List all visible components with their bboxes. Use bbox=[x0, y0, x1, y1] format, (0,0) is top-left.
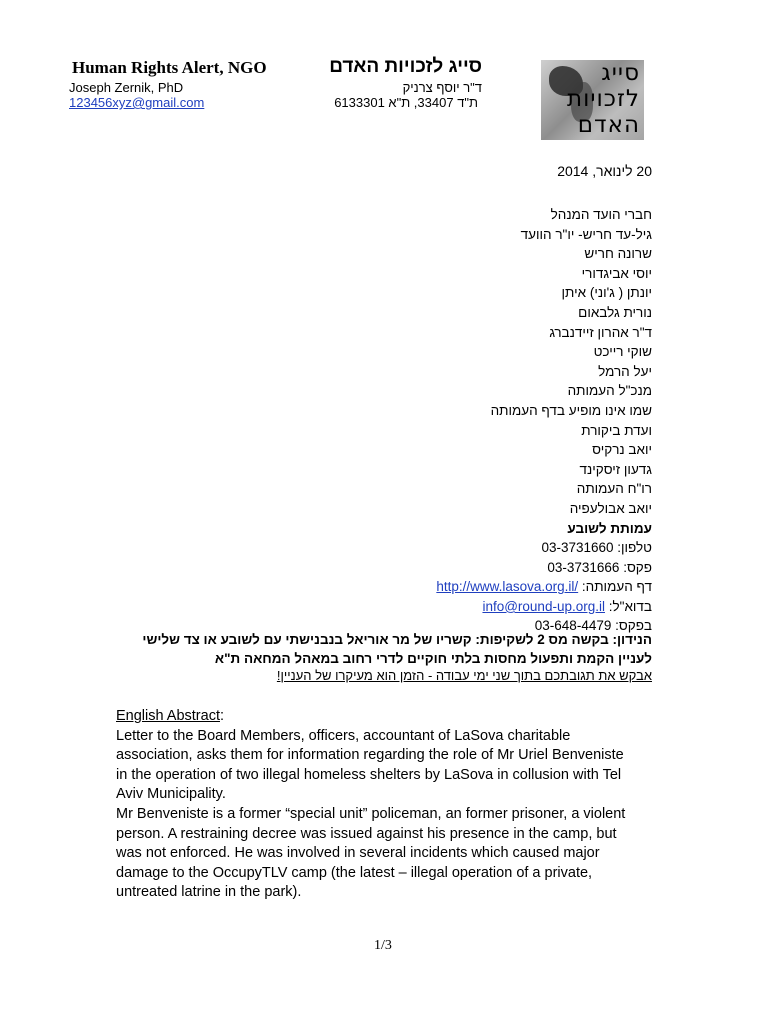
contact-phone-value: 03-3731660 bbox=[541, 540, 614, 556]
page-number: 1/3 bbox=[374, 938, 392, 953]
header-address: ת"ד 33407, ת"א 6133301 bbox=[334, 95, 478, 110]
contact-website-link[interactable]: http://www.lasova.org.il/ bbox=[436, 579, 579, 595]
recipient-line: רו"ח העמותה bbox=[576, 481, 652, 497]
recipient-line: שוקי רייכט bbox=[593, 344, 652, 360]
contact-fax-label: פקס: bbox=[623, 559, 652, 575]
recipient-line: ד"ר אהרון זיידנברג bbox=[549, 324, 652, 340]
contact-email-label: בדוא"ל: bbox=[608, 598, 652, 614]
abstract-heading: English Abstract bbox=[116, 708, 220, 724]
org-name-english: Human Rights Alert, NGO bbox=[72, 58, 267, 77]
subject-line-2: לעניין הקמת ותפעול מחסות בלתי חוקיים לדרי רחוב במאהל המחאה ת"א bbox=[214, 651, 652, 666]
abstract-paragraph-2: Mr Benveniste is a former “special unit” policeman, an former prisoner, a violent person. A restraining decree was issued against his presence in the camp, but was not enforced. He was involved in several incidents which caused major damage to the OccupyTLV camp (the latest – illegal operation of a private, untreated latrine in the park). bbox=[116, 805, 626, 901]
contact-fax2-value: 03-648-4479 bbox=[534, 618, 612, 634]
author-name-english: Joseph Zernik, PhD bbox=[69, 80, 184, 95]
recipient-organization: עמותת לשובע bbox=[567, 520, 652, 536]
recipient-line: יונתן ( ג'וני) איתן bbox=[561, 285, 652, 301]
letter-date: 20 לינואר, 2014 bbox=[557, 163, 652, 179]
recipient-line: גדעון זיסקינד bbox=[579, 461, 652, 477]
contact-email-link[interactable]: info@round-up.org.il bbox=[482, 598, 605, 614]
contact-website-label: דף העמותה: bbox=[581, 579, 652, 595]
contact-fax-value: 03-3731666 bbox=[547, 559, 620, 575]
recipient-line: גיל-עד חריש- יו"ר הוועד bbox=[520, 226, 652, 242]
abstract-paragraph-1: Letter to the Board Members, officers, accountant of LaSova charitable association, asks them for information regarding the role of Mr Uriel Benveniste in the operation of two illegal homeless shelters by LaSova in collusion with Tel Aviv Municipality. bbox=[116, 727, 624, 803]
recipient-line: יעל הרמל bbox=[598, 363, 652, 379]
logo-text: סייג לזכויות האדם bbox=[567, 60, 640, 138]
recipient-line: שמו אינו מופיע בדף העמותה bbox=[490, 402, 652, 418]
org-name-hebrew: סייג לזכויות האדם bbox=[329, 56, 482, 77]
recipient-line: יואב אבולעפיה bbox=[569, 500, 652, 516]
recipient-line: יואב נרקיס bbox=[592, 442, 652, 458]
abstract-heading-line bbox=[116, 707, 636, 727]
recipient-line: נורית גלבאום bbox=[578, 304, 652, 320]
letter-subject bbox=[32, 630, 652, 668]
contact-fax2-label: בפקס: bbox=[615, 618, 652, 634]
contact-website bbox=[152, 577, 652, 597]
recipient-line: יוסי אביגדורי bbox=[581, 265, 652, 281]
recipient-line: מנכ"ל העמותה bbox=[567, 383, 652, 399]
recipient-line: שרונה חריש bbox=[584, 246, 652, 262]
recipient-line: חברי הועד המנהל bbox=[550, 207, 652, 222]
contact-email bbox=[152, 597, 652, 617]
contact-phone-label: טלפון: bbox=[617, 540, 652, 556]
header-email-link[interactable]: 123456xyz@gmail.com bbox=[69, 95, 205, 110]
author-name-hebrew: ד"ר יוסף צרניק bbox=[402, 80, 482, 95]
contact-fax bbox=[152, 558, 652, 578]
subject-line-1: הנידון: בקשה מס 2 לשקיפות: קשריו של מר אוריאל בנבנישתי עם לשובע או צד שלישי bbox=[142, 632, 652, 647]
english-abstract bbox=[116, 707, 636, 903]
org-logo bbox=[541, 60, 644, 140]
abstract-heading-colon: : bbox=[219, 708, 225, 724]
response-request: אבקש את תגובתכם בתוך שני ימי עבודה - הזמן הוא מעיקרו של העניין! bbox=[276, 668, 652, 683]
recipient-list bbox=[152, 205, 652, 636]
recipient-line: ועדת ביקורת bbox=[581, 422, 652, 438]
contact-phone bbox=[152, 538, 652, 558]
